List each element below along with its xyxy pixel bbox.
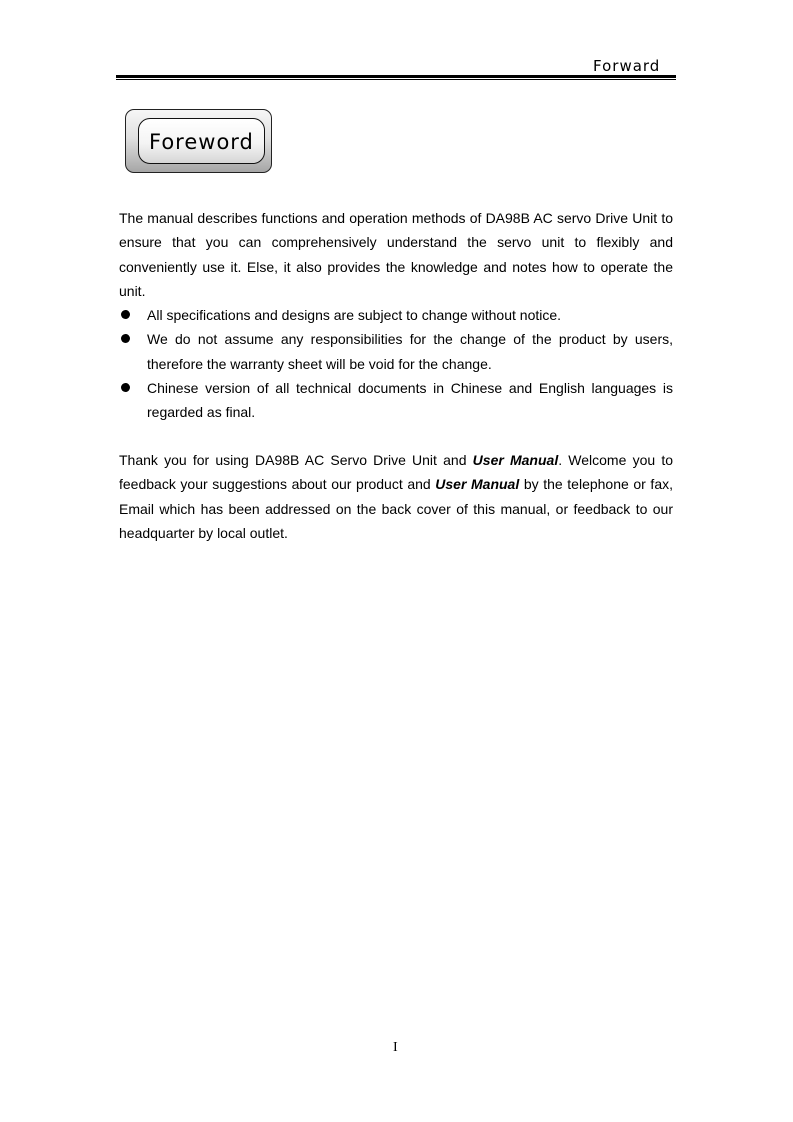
running-header-title: Forward [593, 57, 661, 75]
list-item [119, 376, 673, 425]
user-manual-emphasis: User Manual [435, 476, 520, 493]
list-item-text: We do not assume any responsibilities for the change of the product by users, therefore the warranty sheet will be void for the change. [147, 331, 673, 372]
intro-paragraph: The manual describes functions and operation methods of DA98B AC servo Drive Unit to ensure that you can comprehensively understand the servo unit to flexibly and conveniently use it. Else, it also provides the knowledge and notes how to operate the unit. [119, 210, 673, 299]
list-item [119, 303, 673, 327]
bullet-icon [121, 334, 130, 343]
thanks-text-part1: Thank you for using DA98B AC Servo Drive Unit and [119, 452, 473, 468]
chapter-title-plate [125, 109, 272, 173]
header-rule-thin [116, 79, 676, 80]
page-number: I [393, 1040, 398, 1055]
thanks-paragraph [119, 448, 673, 545]
header-rule-thick [116, 75, 676, 78]
list-item-text: Chinese version of all technical documents in Chinese and English languages is regarded as final. [147, 379, 673, 421]
bullet-icon [121, 310, 130, 319]
notice-list [119, 303, 673, 424]
thanks-text-part2: . Welcome you to feedback your suggestions about our product and [119, 452, 674, 493]
thanks-text-part3: by the telephone or fax, Email which has been addressed on the back cover of this manual, or feedback to our headquarter by local outlet. [119, 476, 674, 541]
user-manual-emphasis: User Manual [472, 452, 559, 468]
list-item-text: All specifications and designs are subject to change without notice. [147, 307, 562, 323]
chapter-title: Foreword [149, 130, 254, 154]
chapter-title-inner-frame [138, 118, 265, 164]
list-item [119, 327, 673, 376]
bullet-icon [121, 383, 130, 392]
